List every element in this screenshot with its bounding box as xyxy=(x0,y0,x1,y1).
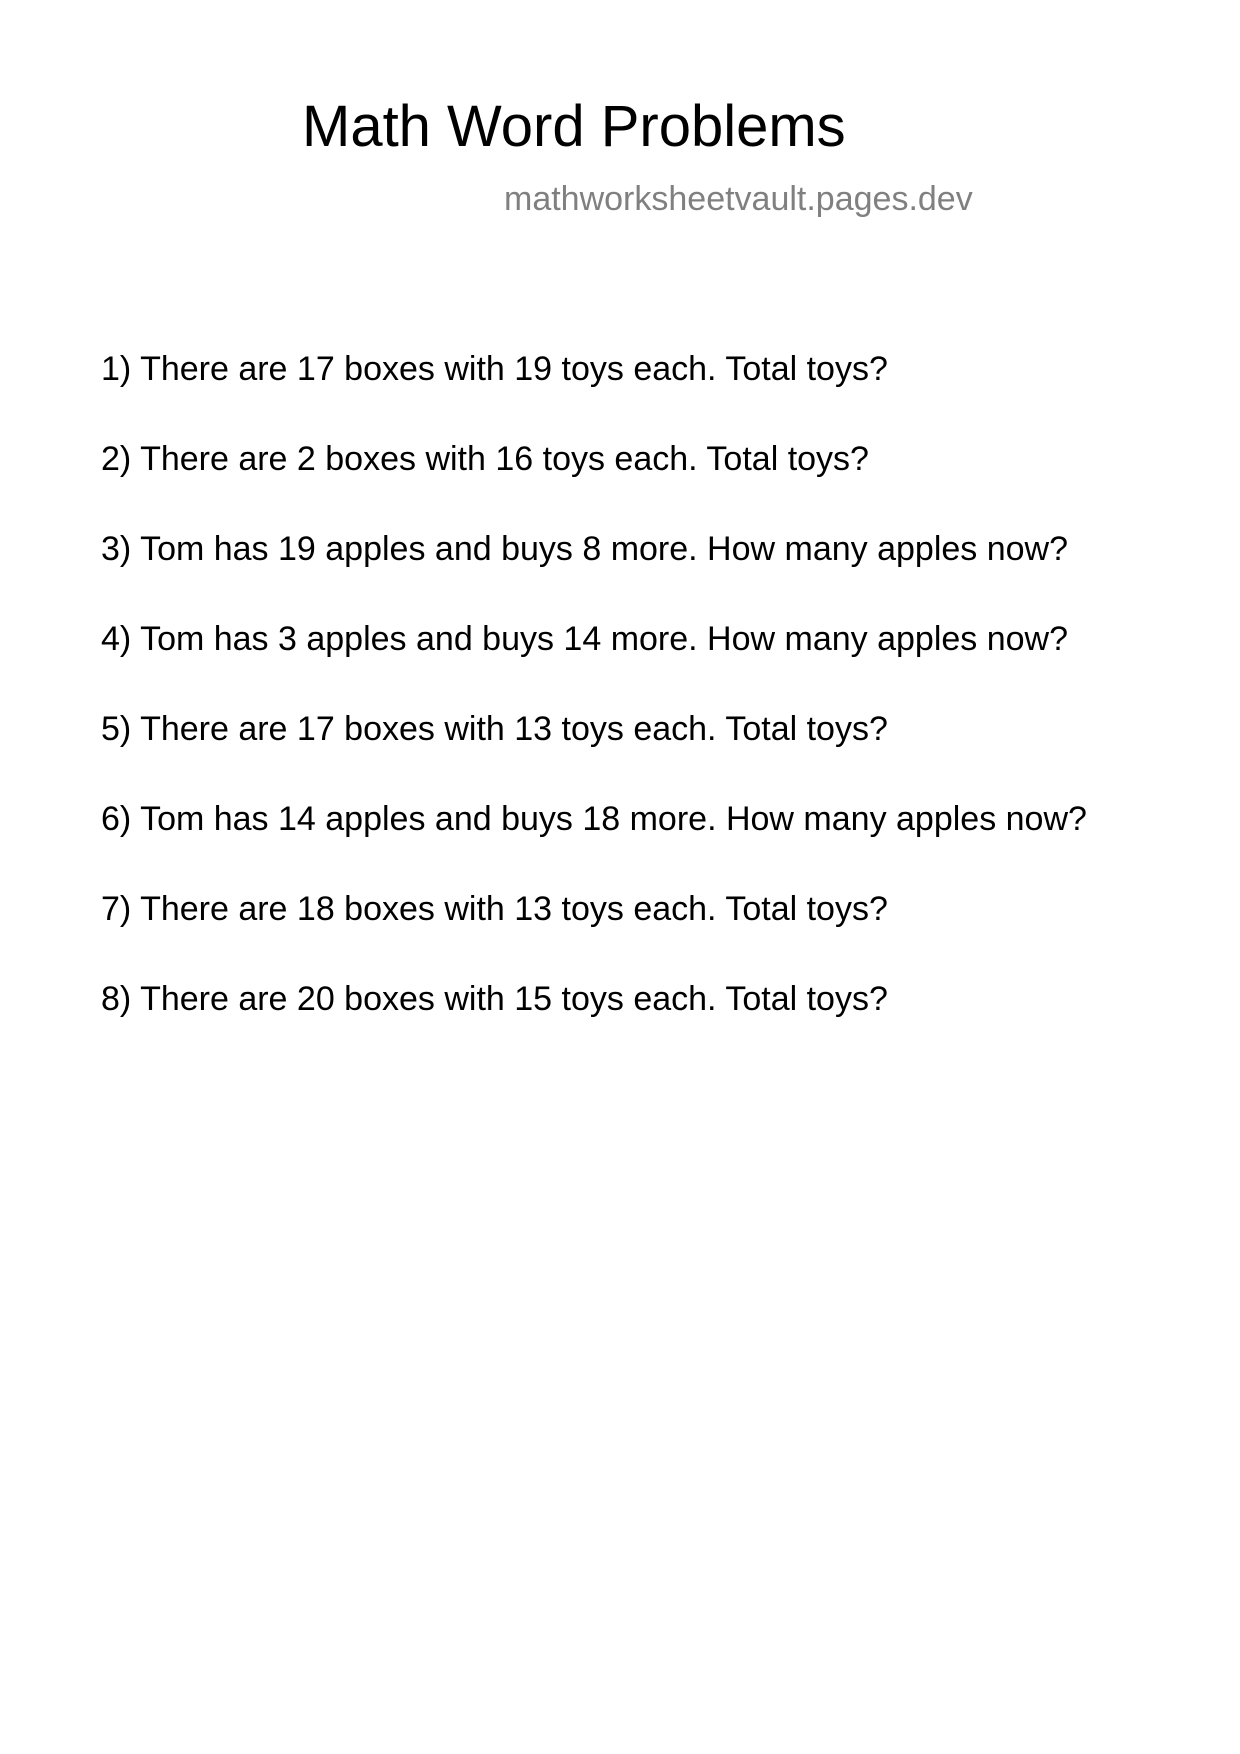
problem-8: 8) There are 20 boxes with 15 toys each. Total toys? xyxy=(101,980,888,1018)
problem-7: 7) There are 18 boxes with 13 toys each. Total toys? xyxy=(101,890,888,928)
problem-2: 2) There are 2 boxes with 16 toys each. Total toys? xyxy=(101,440,869,478)
problem-1: 1) There are 17 boxes with 19 toys each. Total toys? xyxy=(101,350,888,388)
source-url: mathworksheetvault.pages.dev xyxy=(504,180,973,218)
problem-5: 5) There are 17 boxes with 13 toys each. Total toys? xyxy=(101,710,888,748)
problem-3: 3) Tom has 19 apples and buys 8 more. How many apples now? xyxy=(101,530,1069,568)
worksheet-title: Math Word Problems xyxy=(302,94,846,159)
problem-4: 4) Tom has 3 apples and buys 14 more. How many apples now? xyxy=(101,620,1069,658)
problem-6: 6) Tom has 14 apples and buys 18 more. How many apples now? xyxy=(101,800,1087,838)
